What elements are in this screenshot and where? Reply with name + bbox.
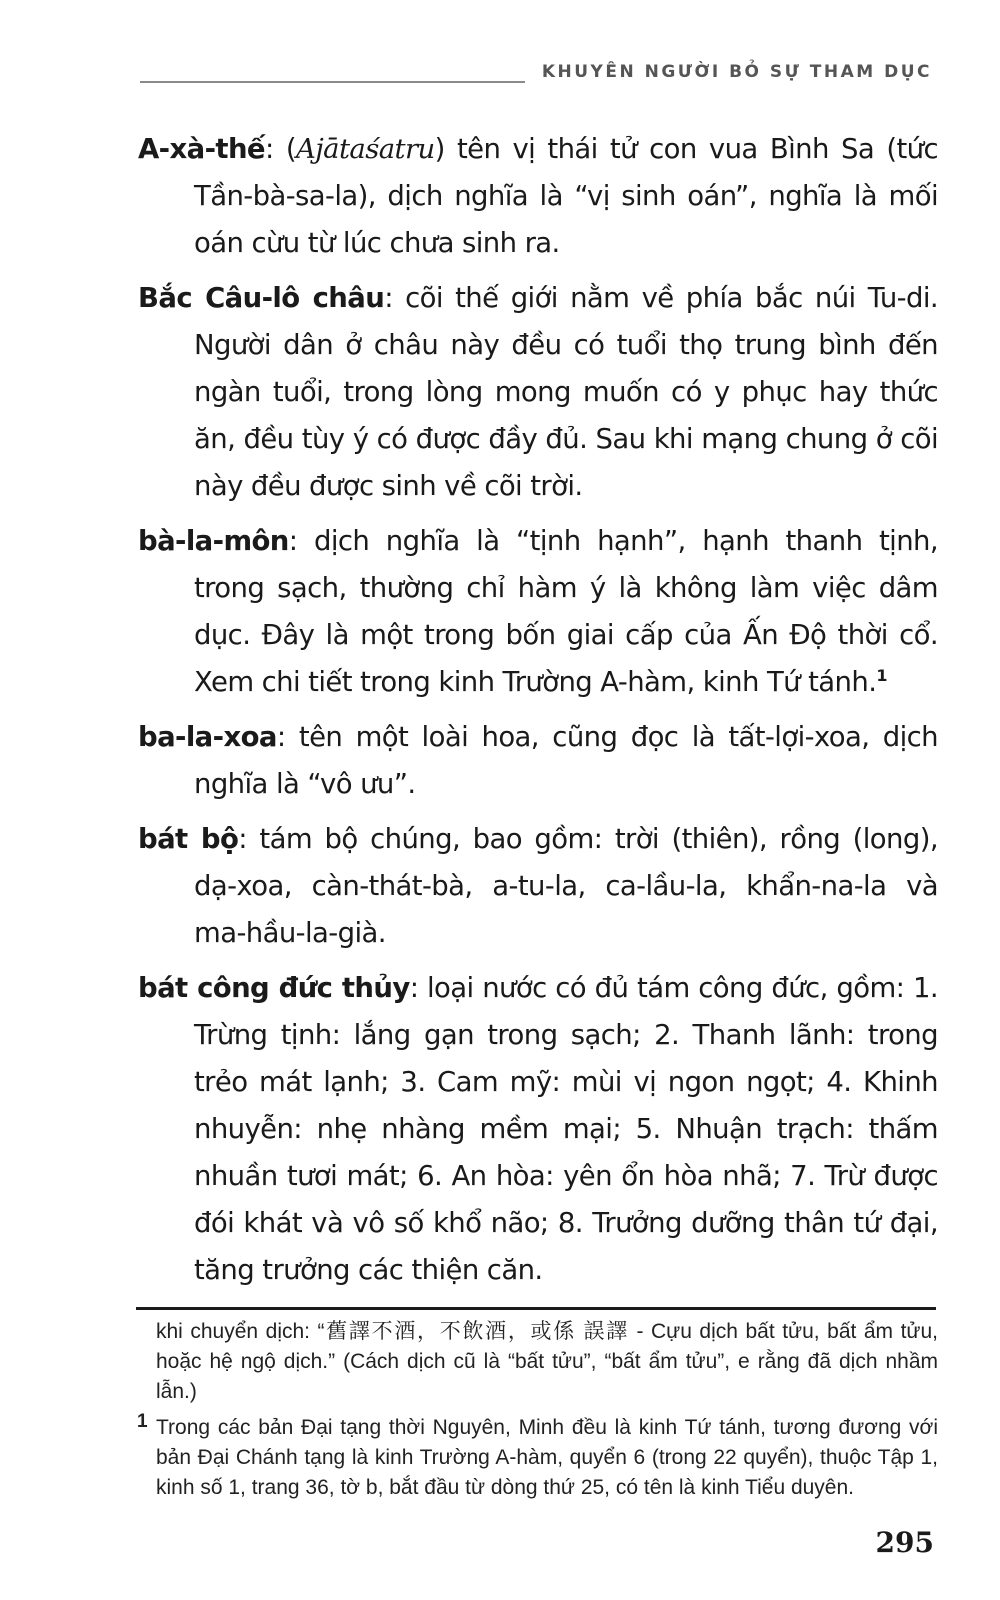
entry-separator: : ( [264, 133, 296, 165]
glossary-entry [138, 816, 938, 957]
entry-term: Bắc Câu-lô châu [138, 282, 385, 314]
glossary-entry [138, 275, 938, 510]
entry-definition: ) tên vị thái tử con vua Bình Sa (tức Tần-bà-sa-la), dịch nghĩa là “vị sinh oán”, nghĩa là mối oán cừu từ lúc chưa sinh ra. [194, 133, 938, 259]
footnote-text: khi chuyển dịch: “舊譯不酒，不飲酒，或係 誤譯 - Cựu dịch bất tửu, bất ẩm tửu, hoặc hệ ngộ dịch.” (Cách dịch cũ là “bất tửu”, “bất ẩm tửu”, e rằng đã dịch nhầm lẫn.) [156, 1320, 938, 1403]
entry-definition: : loại nước có đủ tám công đức, gồm: 1. Trừng tịnh: lắng gạn trong sạch; 2. Thanh lãnh: trong trẻo mát lạnh; 3. Cam mỹ: mùi vị ngon ngọt; 4. Khinh nhuyễn: nhẹ nhàng mềm mại; 5. Nhuận trạch: thấm nhuần tươi mát; 6. An hòa: yên ổn hòa nhã; 7. Trừ được đói khát và vô số khổ não; 8. Trưởng dưỡng thân tứ đại, tăng trưởng các thiện căn. [194, 972, 938, 1286]
header-rule [140, 81, 525, 83]
page-number: 295 [875, 1526, 934, 1559]
footnote [137, 1411, 938, 1503]
entry-term: A-xà-thế [138, 133, 265, 165]
running-header: KHUYÊN NGƯỜI BỎ SỰ THAM DỤC [541, 62, 932, 82]
footnote-rule [136, 1307, 936, 1310]
entry-definition: : tám bộ chúng, bao gồm: trời (thiên), rồng (long), dạ-xoa, càn-thát-bà, a-tu-la, ca-lầu-la, khẩn-na-la và ma-hầu-la-già. [194, 823, 938, 949]
footnote-reference[interactable]: 1 [876, 665, 887, 685]
glossary-entries [138, 126, 938, 1302]
sanskrit-term: Ajātaśatru [295, 133, 435, 165]
entry-definition: : tên một loài hoa, cũng đọc là tất-lợi-xoa, dịch nghĩa là “vô ưu”. [194, 721, 938, 800]
footnotes [137, 1317, 938, 1509]
entry-definition: : cõi thế giới nằm về phía bắc núi Tu-di. Người dân ở châu này đều có tuổi thọ trung bình đến ngàn tuổi, trong lòng mong muốn có y phục hay thức ăn, đều tùy ý có được đầy đủ. Sau khi mạng chung ở cõi này đều được sinh về cõi trời. [194, 282, 939, 502]
glossary-entry [138, 965, 938, 1294]
footnote-text: Trong các bản Đại tạng thời Nguyên, Minh đều là kinh Tứ tánh, tương đương với bản Đại Chánh tạng là kinh Trường A-hàm, quyển 6 (trong 22 quyển), thuộc Tập 1, kinh số 1, trang 36, tờ b, bắt đầu từ dòng thứ 25, có tên là kinh Tiểu duyên. [156, 1416, 938, 1499]
entry-term: ba-la-xoa [138, 721, 277, 753]
footnote-number: 1 [137, 1411, 148, 1432]
entry-definition: : dịch nghĩa là “tịnh hạnh”, hạnh thanh tịnh, trong sạch, thường chỉ hàm ý là không làm việc dâm dục. Đây là một trong bốn giai cấp của Ấn Độ thời cổ. Xem chi tiết trong kinh Trường A-hàm, kinh Tứ tánh. [194, 525, 938, 698]
glossary-entry [138, 126, 938, 267]
entry-term: bát bộ [138, 823, 239, 855]
entry-term: bà-la-môn [138, 525, 289, 557]
entry-term: bát công đức thủy [138, 972, 410, 1004]
glossary-entry [138, 518, 938, 706]
footnote-continued [156, 1317, 938, 1407]
glossary-entry [138, 714, 938, 808]
